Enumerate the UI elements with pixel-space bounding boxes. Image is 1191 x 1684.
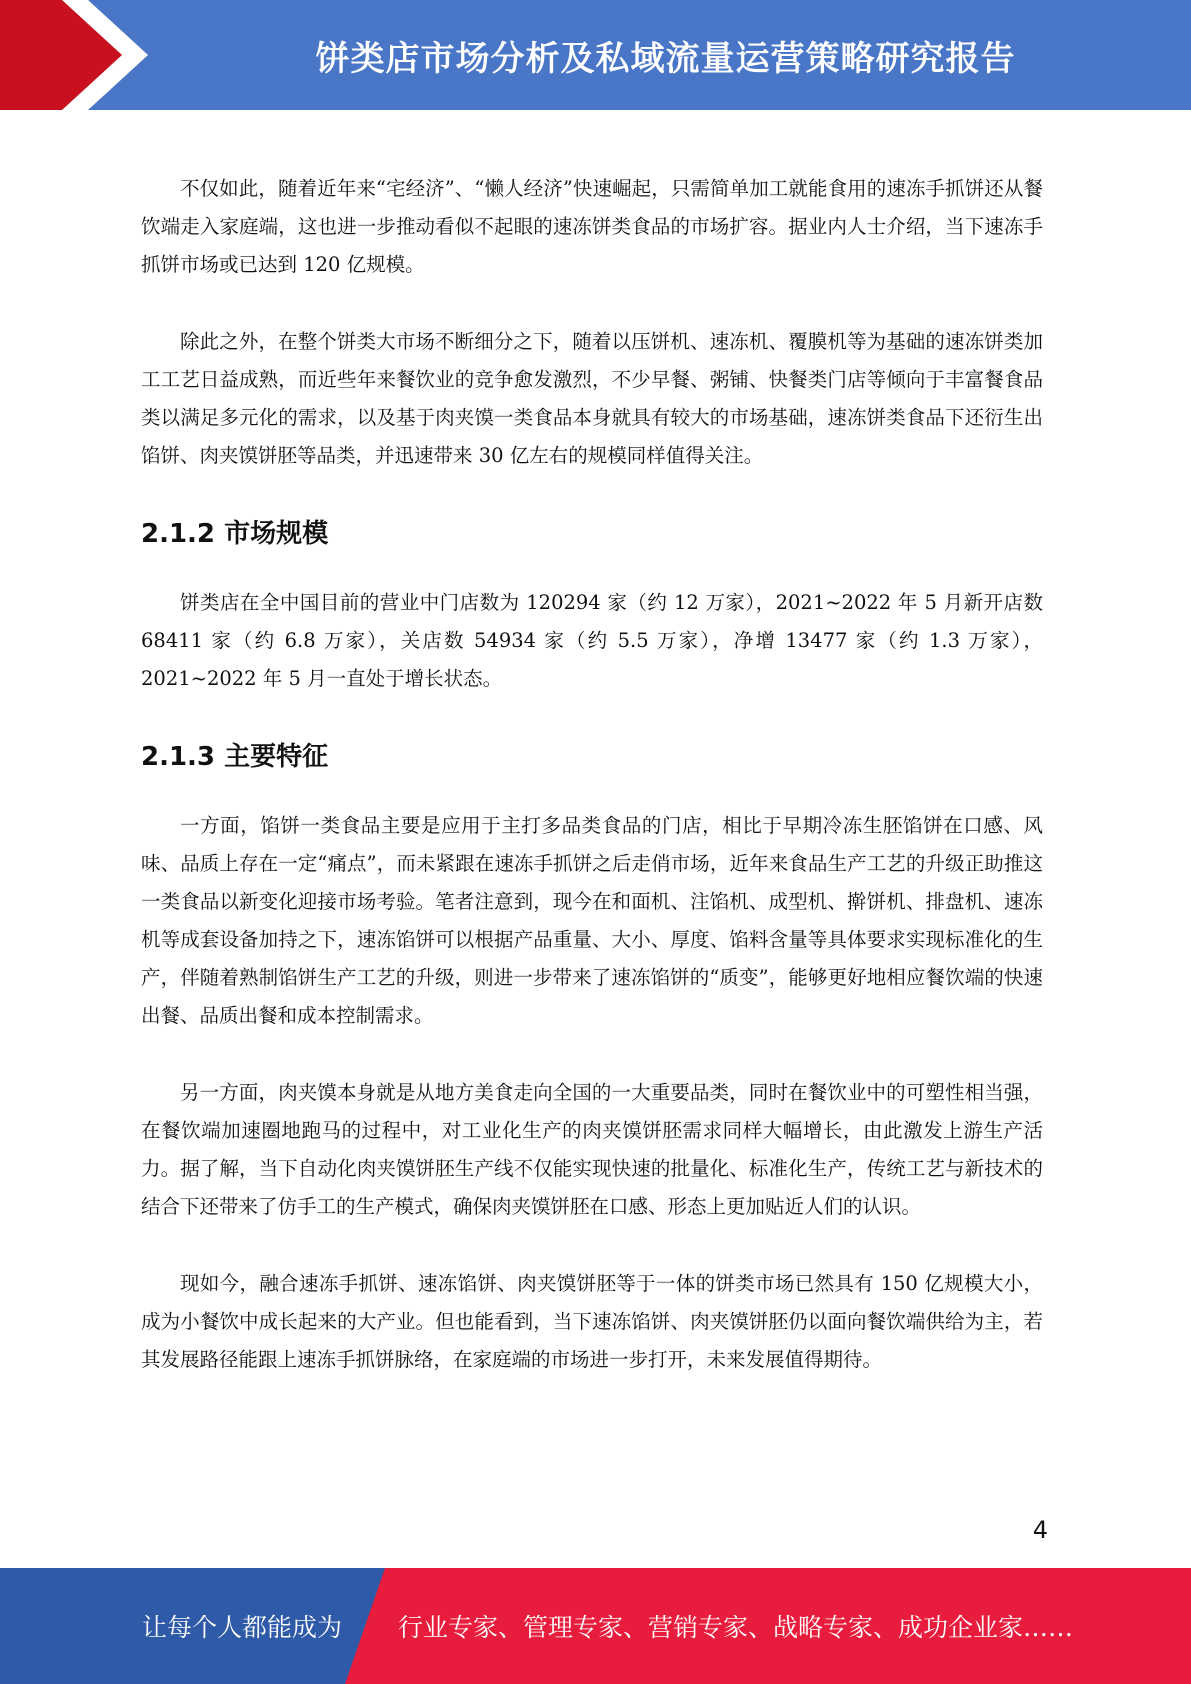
body-paragraph: 现如今，融合速冻手抓饼、速冻馅饼、肉夹馍饼胚等于一体的饼类市场已然具有 150 亿规模大小，成为小餐饮中成长起来的大产业。但也能看到，当下速冻馅饼、肉夹馍饼胚仍以面向餐饮端供给为主，若其发展路径能跟上速冻手抓饼脉络，在家庭端的市场进一步打开，未来发展值得期待。 [141,1272,1043,1371]
body-paragraph: 另一方面，肉夹馍本身就是从地方美食走向全国的一大重要品类，同时在餐饮业中的可塑性相当强，在餐饮端加速圈地跑马的过程中，对工业化生产的肉夹馍饼胚需求同样大幅增长，由此激发上游生产活力。据了解，当下自动化肉夹馍饼胚生产线不仅能实现快速的批量化、标准化生产，传统工艺与新技术的结合下还带来了仿手工的生产模式，确保肉夹馍饼胚在口感、形态上更加贴近人们的认识。 [141,1081,1043,1218]
report-title: 饼类店市场分析及私域流量运营策略研究报告 [315,38,1016,79]
body-paragraph: 饼类店在全中国目前的营业中门店数为 120294 家（约 12 万家），2021~2022 年 5 月新开店数 68411 家（约 6.8 万家），关店数 54934 家（约 5.5 万家），净增 13477 家（约 1.3 万家），2021~2022 年 5 月一直处于增长状态。 [141,591,1043,690]
body-paragraph: 不仅如此，随着近年来“宅经济”、“懒人经济”快速崛起，只需简单加工就能食用的速冻手抓饼还从餐饮端走入家庭端，这也进一步推动看似不起眼的速冻饼类食品的市场扩容。据业内人士介绍，当下速冻手抓饼市场或已达到 120 亿规模。 [141,177,1043,276]
section-heading-market-size: 2.1.2 市场规模 [141,519,329,549]
page-footer [0,1568,1191,1684]
footer-slogan-right: 行业专家、管理专家、营销专家、战略专家、成功企业家…… [398,1613,1074,1642]
page-number: 4 [1032,1516,1048,1544]
page-header [0,0,1191,110]
footer-slogan-left: 让每个人都能成为 [142,1613,343,1642]
section-heading-main-features: 2.1.3 主要特征 [141,742,329,772]
body-paragraph: 一方面，馅饼一类食品主要是应用于主打多品类食品的门店，相比于早期冷冻生胚馅饼在口感、风味、品质上存在一定“痛点”，而未紧跟在速冻手抓饼之后走俏市场，近年来食品生产工艺的升级正助推这一类食品以新变化迎接市场考验。笔者注意到，现今在和面机、注馅机、成型机、擀饼机、排盘机、速冻机等成套设备加持之下，速冻馅饼可以根据产品重量、大小、厚度、馅料含量等具体要求实现标准化的生产，伴随着熟制馅饼生产工艺的升级，则进一步带来了速冻馅饼的“质变”，能够更好地相应餐饮端的快速出餐、品质出餐和成本控制需求。 [141,814,1043,1027]
body-paragraph: 除此之外，在整个饼类大市场不断细分之下，随着以压饼机、速冻机、覆膜机等为基础的速冻饼类加工工艺日益成熟，而近些年来餐饮业的竞争愈发激烈，不少早餐、粥铺、快餐类门店等倾向于丰富餐食品类以满足多元化的需求，以及基于肉夹馍一类食品本身就具有较大的市场基础，速冻饼类食品下还衍生出馅饼、肉夹馍饼胚等品类，并迅速带来 30 亿左右的规模同样值得关注。 [141,330,1043,467]
page-content [141,170,1043,1418]
